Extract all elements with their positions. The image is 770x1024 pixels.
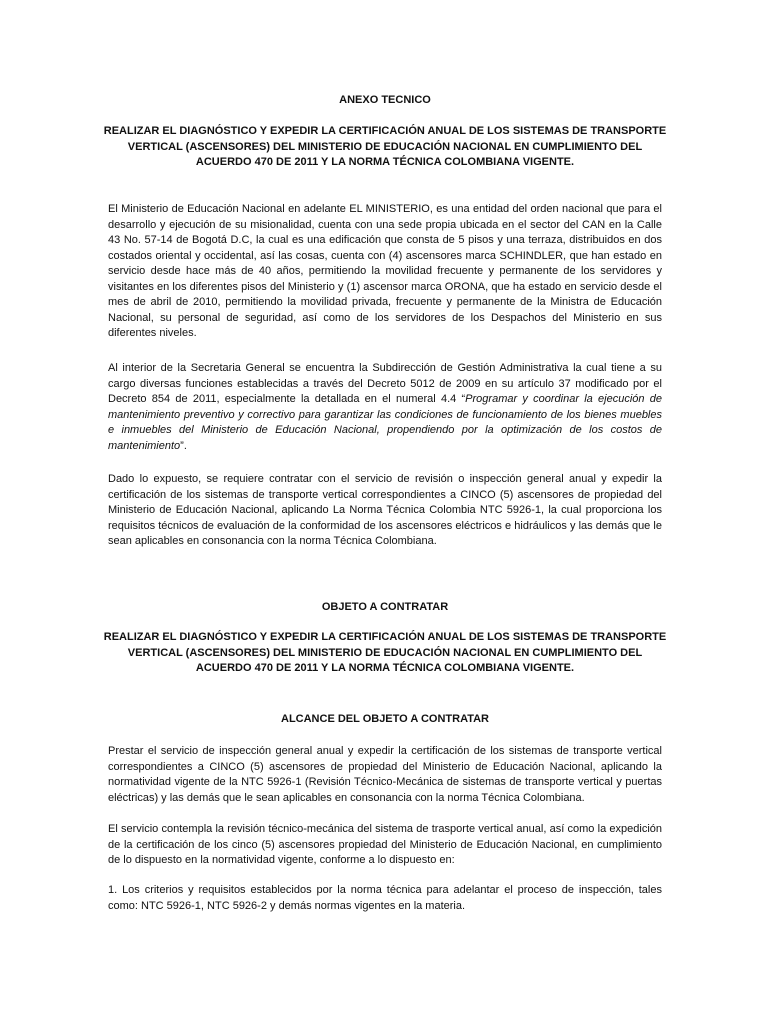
paragraph-intro: El Ministerio de Educación Nacional en adelante EL MINISTERIO, es una entidad del orden nacional que para el desarrollo y ejecución de su misionalidad, cuenta con una sede propia ubicada en el sector del CAN en la Calle 43 No. 57-14 de Bogotá D.C, la cual es una edificación que consta de 5 pisos y una terraza, distribuidos en dos costados oriental y occidental, así las cosas, cuenta con (4) ascensores marca SCHINDLER, que han estado en servicio desde hace más de 40 años, permitiendo la movilidad frecuente y permanente de los servidores y visitantes en los diferentes pisos del Ministerio y (1) ascensor marca ORONA, que ha estado en servicio desde el mes de abril de 2010, permitiendo la movilidad privada, frecuente y permanente de la Ministra de Educación Nacional, su personal de seguridad, así como de los servidores de los Despachos del Ministerio en sus diferentes niveles. <box>108 203 662 339</box>
paragraph-secretaria <box>108 361 662 454</box>
paragraph-secretaria-intro: Al interior de la Secretaria General se encuentra la Subdirección de Gestión Administrativa la cual tiene a su cargo diversas funciones establecidas a través del Decreto 5012 de 2009 en su artículo 37 modificado por el Decreto 854 de 2011, especialmente la detallada en el numeral 4.4 “ <box>108 362 662 405</box>
paragraph-scope-service: Prestar el servicio de inspección general anual y expedir la certificación de los sistemas de transporte vertical correspondientes a CINCO (5) ascensores de propiedad del Ministerio de Educación Nacional, aplicando la normatividad vigente de la NTC 5926-1 (Revisión Técnico-Mecánica de sistemas de transporte vertical y puertas eléctricas) y las demás que le sean aplicables en consonancia con la norma Técnica Colombiana. <box>108 745 662 804</box>
object-heading: REALIZAR EL DIAGNÓSTICO Y EXPEDIR LA CERTIFICACIÓN ANUAL DE LOS SISTEMAS DE TRANSPORTE VERTICAL (ASCENSORES) DEL MINISTERIO DE EDUCACIÓN NACIONAL EN CUMPLIMIENTO DEL ACUERDO 470 DE 2011 Y LA NORMA TÉCNICA COLOMBIANA VIGENTE. <box>103 631 667 674</box>
main-heading: REALIZAR EL DIAGNÓSTICO Y EXPEDIR LA CERTIFICACIÓN ANUAL DE LOS SISTEMAS DE TRANSPORTE VERTICAL (ASCENSORES) DEL MINISTERIO DE EDUCACIÓN NACIONAL EN CUMPLIMIENTO DEL ACUERDO 470 DE 2011 Y LA NORMA TÉCNICA COLOMBIANA VIGENTE. <box>103 125 667 168</box>
paragraph-scope-revision: El servicio contempla la revisión técnico-mecánica del sistema de trasporte vertical anual, así como la expedición de la certificación de los cinco (5) ascensores propiedad del Ministerio de Educación Nacional, en cumplimiento de lo dispuesto en la normatividad vigente, conforme a lo dispuesto en: <box>108 823 662 866</box>
list-item: 1. Los criterios y requisitos establecidos por la norma técnica para adelantar el proceso de inspección, tales como: NTC 5926-1, NTC 5926-2 y demás normas vigentes en la materia. <box>108 884 662 912</box>
annex-title: ANEXO TECNICO <box>339 94 431 106</box>
scope-title: ALCANCE DEL OBJETO A CONTRATAR <box>281 713 489 725</box>
paragraph-secretaria-outro: ”. <box>180 439 187 452</box>
paragraph-secretaria-quote: Programar y coordinar la ejecución de mantenimiento preventivo y correctivo para garantizar las condiciones de funcionamiento de los bienes muebles e inmuebles del Ministerio de Educación Nacional, propendiendo por la optimización de los costos de mantenimiento <box>108 393 662 452</box>
paragraph-contracting-need: Dado lo expuesto, se requiere contratar con el servicio de revisión o inspección general anual y expedir la certificación de los sistemas de transporte vertical correspondientes a CINCO (5) ascensores de propiedad del Ministerio de Educación Nacional, aplicando La Norma Técnica Colombia NTC 5926-1, la cual proporciona los requisitos técnicos de evaluación de la conformidad de los ascensores eléctricos e hidráulicos y las demás que le sean aplicables en consonancia con la norma Técnica Colombiana. <box>108 473 662 547</box>
object-title: OBJETO A CONTRATAR <box>321 601 449 613</box>
